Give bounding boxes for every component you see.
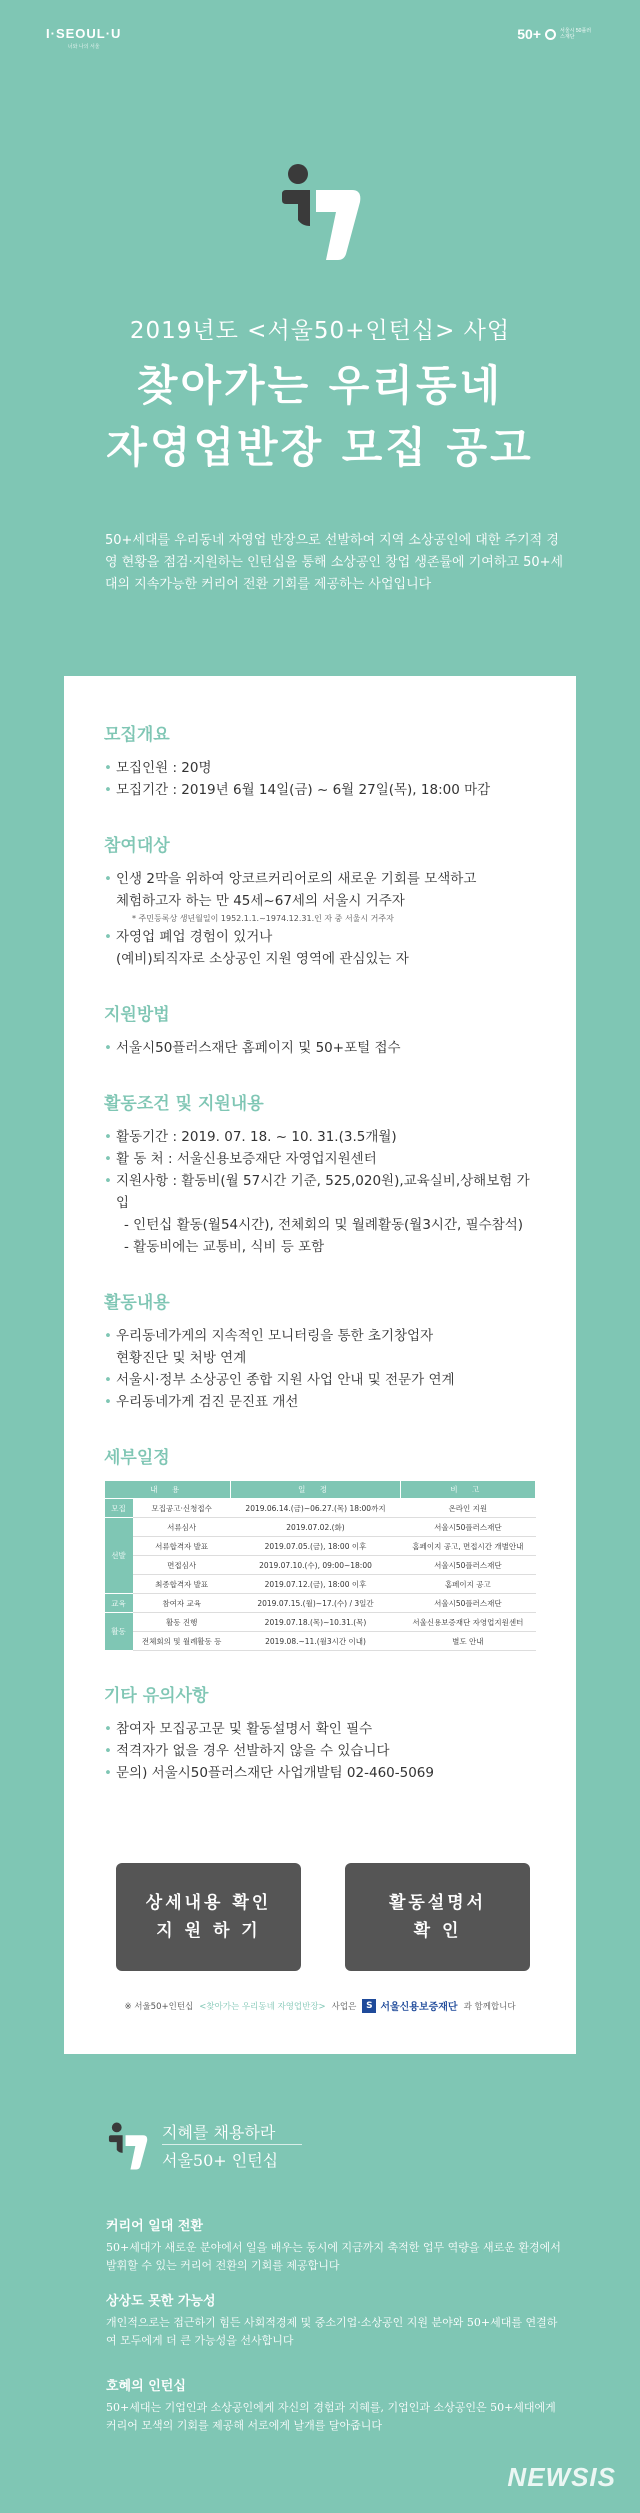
feature-title: 상상도 못한 가능성 [106, 2294, 216, 2309]
section-title: 세부일정 [104, 1448, 170, 1468]
table-row [105, 1613, 536, 1632]
section-title: 활동내용 [104, 1293, 170, 1313]
section-title: 모집개요 [104, 725, 170, 745]
table-cell: 면접심사 [133, 1556, 231, 1575]
activity-guide-button[interactable] [345, 1863, 530, 1971]
table-cell: 2019.07.10.(수), 09:00~18:00 [231, 1556, 400, 1575]
feature-career [106, 2215, 566, 2275]
feature-possibility [106, 2290, 566, 2350]
table-row [105, 1518, 536, 1537]
table-cell: 활동 진행 [133, 1613, 231, 1632]
list-item: • 지원사항 : 활동비(월 57시간 기준, 525,020원),교육실비,상해보험 가입 [104, 1170, 536, 1214]
section-title: 활동조건 및 지원내용 [104, 1094, 264, 1114]
feature-mutual [106, 2375, 566, 2435]
table-cell: 2019.07.12.(금), 18:00 이후 [231, 1575, 400, 1594]
action-buttons [116, 1863, 530, 1971]
section-etc [104, 1681, 536, 1784]
section-target [104, 831, 536, 970]
column-header: 일 정 [231, 1481, 400, 1499]
table-cell: 2019.06.14.(금)~06.27.(목) 18:00까지 [231, 1499, 400, 1518]
section-title: 기타 유의사항 [104, 1686, 209, 1706]
table-cell: 온라인 지원 [400, 1499, 535, 1518]
section-overview [104, 720, 536, 801]
table-row [105, 1556, 536, 1575]
schedule-table [104, 1480, 536, 1651]
table-row [105, 1537, 536, 1556]
list-item: • 문의) 서울시50플러스재단 사업개발팀 02-460-5069 [104, 1762, 536, 1784]
intern-figure-icon-small [106, 2120, 150, 2170]
table-cell: 2019.07.15.(월)~17.(수) / 3일간 [231, 1594, 400, 1613]
table-cell: 2019.07.18.(목)~10.31.(목) [231, 1613, 400, 1632]
table-cell: 모집공고·신청접수 [133, 1499, 231, 1518]
note-highlight: <찾아가는 우리동네 자영업반장> [199, 2001, 326, 2012]
table-cell: 별도 안내 [400, 1632, 535, 1651]
sb-mark-icon: S [362, 1999, 376, 2013]
divider [162, 2144, 302, 2145]
intern-figure-icon [276, 160, 366, 260]
list-item: • 인생 2막을 위하여 앙코르커리어로의 새로운 기회를 모색하고 체험하고자 하는 만 45세~67세의 서울시 거주자 [104, 868, 536, 912]
table-cell: 서울시50플러스재단 [400, 1556, 535, 1575]
internship-logo [106, 2120, 306, 2170]
section-apply [104, 1000, 536, 1059]
table-cell: 참여자 교육 [133, 1594, 231, 1613]
table-cell: 서울시50플러스재단 [400, 1594, 535, 1613]
group-cell: 모집 [105, 1499, 133, 1518]
table-cell: 2019.07.02.(화) [231, 1518, 400, 1537]
iseoulu-logo: I·SEOUL·U 너와 나의 서울 [46, 26, 122, 50]
apply-detail-button[interactable] [116, 1863, 301, 1971]
table-cell: 전체회의 및 월례활동 등 [133, 1632, 231, 1651]
section-title: 참여대상 [104, 836, 170, 856]
column-header: 내 용 [105, 1481, 231, 1499]
intro-text: 50+세대를 우리동네 자영업 반장으로 선발하여 지역 소상공인에 대한 주기적 경영 현황을 점검·지원하는 인턴십을 통해 소상공인 창업 생존률에 기여하고 50+세대의 지속가능한 커리어 전환 기회를 제공하는 사업입니다 [105, 533, 564, 592]
eligibility-note: * 주민등록상 생년월일이 1952.1.1.~1974.12.31.인 자 중 서울시 거주자 [132, 914, 394, 923]
table-row [105, 1575, 536, 1594]
table-row [105, 1594, 536, 1613]
title-line-1: 찾아가는 우리동네 [136, 361, 504, 410]
section-title: 지원방법 [104, 1005, 170, 1025]
list-item: • 활 동 처 : 서울신용보증재단 자영업지원센터 [104, 1148, 536, 1170]
table-cell: 서류심사 [133, 1518, 231, 1537]
section-conditions [104, 1089, 536, 1258]
page-title [0, 355, 640, 479]
list-item: • 모집인원 : 20명 [104, 757, 536, 779]
list-item: • 모집기간 : 2019년 6월 14일(금) ~ 6월 27일(목), 18:00 마감 [104, 779, 536, 801]
notice-card [64, 676, 576, 2054]
circle-mark-icon [545, 29, 556, 40]
table-cell: 홈페이지 공고, 면접시간 개별안내 [400, 1537, 535, 1556]
seoul-credit-logo: S 서울신용보증재단 [362, 1998, 457, 2013]
button-label: 확 인 [413, 1921, 462, 1941]
column-header: 비 고 [400, 1481, 535, 1499]
table-cell: 서류합격자 발표 [133, 1537, 231, 1556]
table-cell: 2019.08.~11.(월3시간 이내) [231, 1632, 400, 1651]
table-cell: 최종합격자 발표 [133, 1575, 231, 1594]
button-label: 지 원 하 기 [156, 1921, 261, 1941]
slogan-text: 지혜를 채용하라 [162, 2123, 276, 2142]
feature-title: 커리어 일대 전환 [106, 2219, 203, 2234]
top-bar [0, 0, 640, 80]
note-text: 과 함께합니다 [463, 2001, 516, 2012]
group-cell: 활동 [105, 1613, 133, 1651]
list-item: • 자영업 폐업 경험이 있거나 (예비)퇴직자로 소상공인 지원 영역에 관심있는 자 [104, 926, 536, 970]
newsis-watermark: NEWSIS [507, 2462, 616, 2492]
list-item: • 우리동네가게의 지속적인 모니터링을 통한 초기창업자 현황진단 및 처방 연계 [104, 1325, 536, 1369]
list-item: • 우리동네가게 검진 문진표 개선 [104, 1391, 536, 1413]
title-line-2: 자영업반장 모집 공고 [106, 423, 534, 472]
group-cell: 선발 [105, 1518, 133, 1594]
table-header-row [105, 1481, 536, 1499]
table-cell: 2019.07.05.(금), 18:00 이후 [231, 1537, 400, 1556]
partner-note [64, 1998, 576, 2013]
feature-text: 50+세대가 새로운 분야에서 일을 배우는 동시에 지금까지 축적한 업무 역량을 새로운 환경에서 발휘할 수 있는 커리어 전환의 기회를 제공합니다 [106, 2241, 561, 2272]
note-text: ※ 서울50+인턴십 [124, 2001, 194, 2012]
button-label: 상세내용 확인 [145, 1893, 272, 1913]
table-row [105, 1499, 536, 1518]
feature-title: 호혜의 인턴십 [106, 2379, 186, 2394]
section-schedule [104, 1443, 536, 1651]
section-activities [104, 1288, 536, 1413]
list-item: • 참여자 모집공고문 및 활동설명서 확인 필수 [104, 1718, 536, 1740]
table-cell: 홈페이지 공고 [400, 1575, 535, 1594]
group-cell: 교육 [105, 1594, 133, 1613]
sub-item: - 활동비에는 교통비, 식비 등 포함 [124, 1239, 325, 1255]
table-cell: 서울신용보증재단 자영업지원센터 [400, 1613, 535, 1632]
sub-item: - 인턴십 활동(월54시간), 전체회의 및 월례활동(월3시간, 필수참석) [124, 1217, 524, 1233]
table-cell: 서울시50플러스재단 [400, 1518, 535, 1537]
list-item: • 활동기간 : 2019. 07. 18. ~ 10. 31.(3.5개월) [104, 1126, 536, 1148]
feature-text: 50+세대는 기업인과 소상공인에게 자신의 경험과 지혜를, 기업인과 소상공인은 50+세대에게 커리어 모색의 기회를 제공해 서로에게 날개를 달아줍니다 [106, 2401, 556, 2432]
feature-text: 개인적으로는 접근하기 힘든 사회적경제 및 중소기업·소상공인 지원 분야와 50+세대를 연결하여 모두에게 더 큰 가능성을 선사합니다 [106, 2316, 558, 2347]
note-text: 사업은 [331, 2001, 357, 2012]
button-label: 활동설명서 [388, 1893, 487, 1913]
list-item: • 서울시50플러스재단 홈페이지 및 50+포털 접수 [104, 1037, 536, 1059]
page-subhead: 2019년도 <서울50+인턴십> 사업 [129, 318, 511, 344]
table-row [105, 1632, 536, 1651]
list-item: • 서울시·정부 소상공인 종합 지원 사업 안내 및 전문가 연계 [104, 1369, 536, 1391]
list-item: • 적격자가 없을 경우 선발하지 않을 수 있습니다 [104, 1740, 536, 1762]
program-name: 서울50+ 인턴십 [162, 2151, 279, 2170]
fifty-plus-logo: 50+ 서울시 50플러스재단 [517, 26, 592, 42]
